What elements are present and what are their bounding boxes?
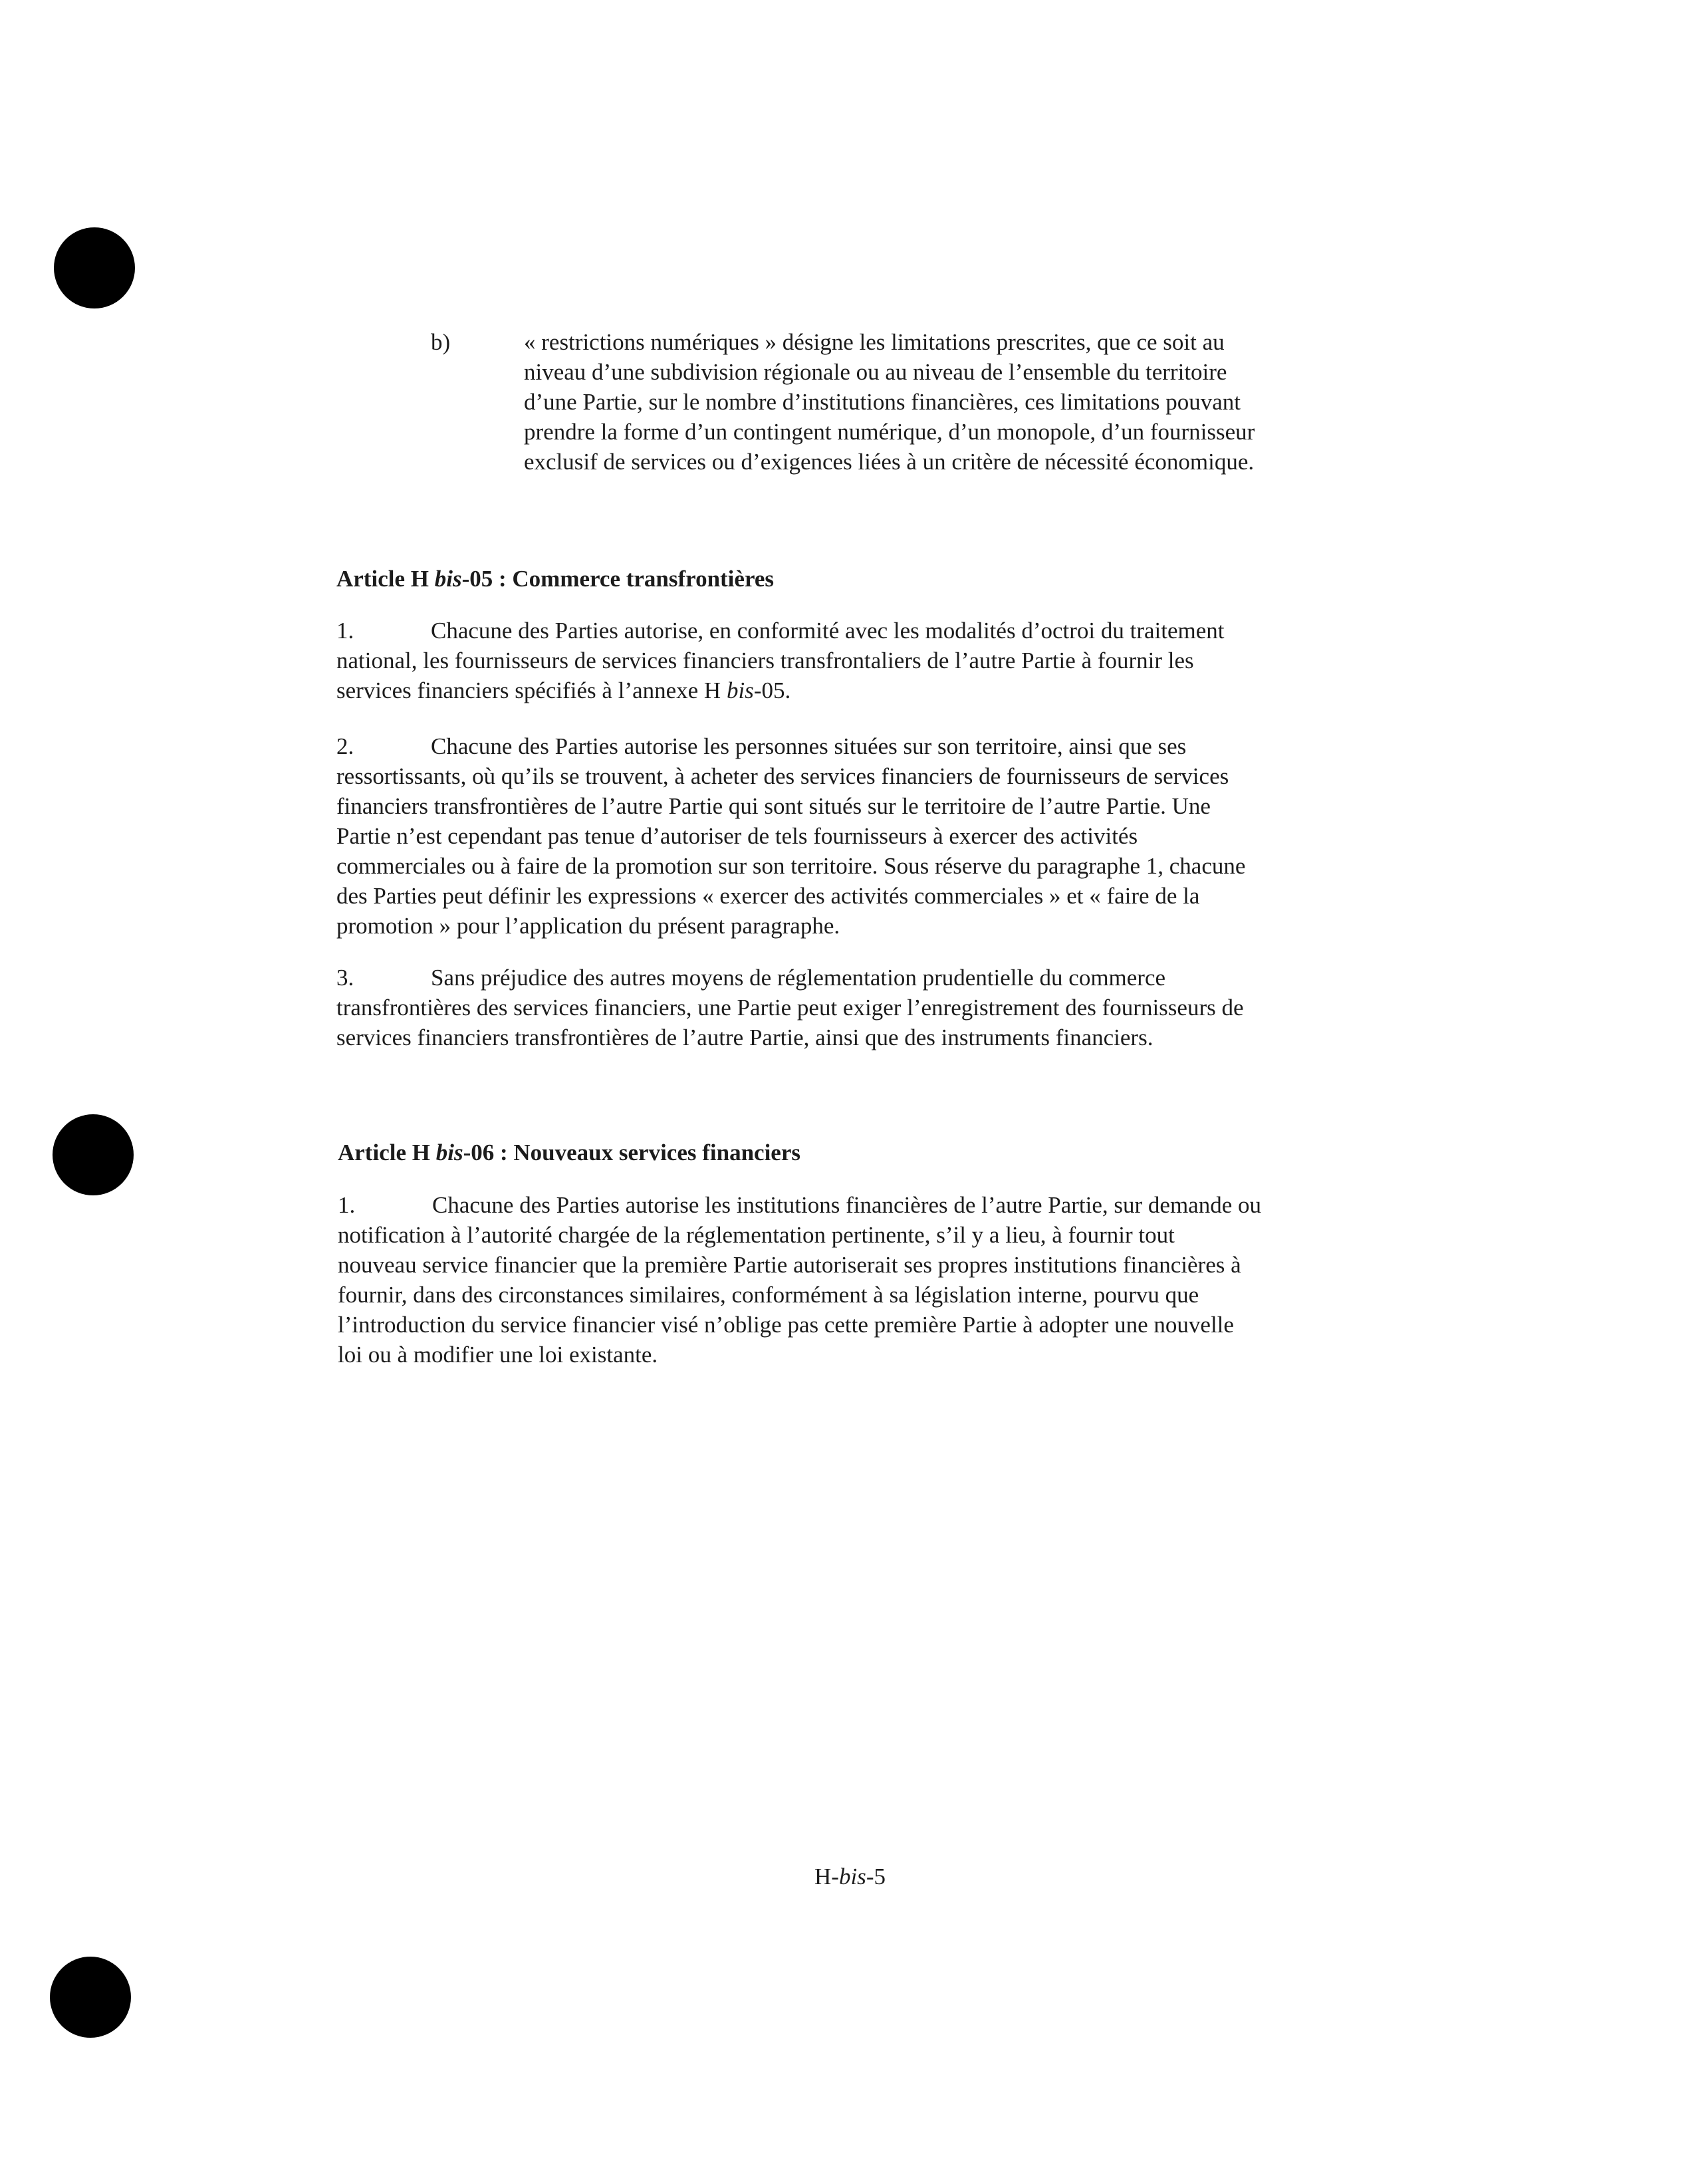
punch-hole-bottom	[50, 1957, 131, 2038]
paragraph-line: ressortissants, où qu’ils se trouvent, à acheter des services financiers de fournisseurs de services	[336, 763, 1229, 789]
item-line: d’une Partie, sur le nombre d’institutions financières, ces limitations pouvant	[524, 389, 1241, 415]
paragraph-line: services financiers transfrontières de l’autre Partie, ainsi que des instruments financiers.	[336, 1025, 1154, 1050]
paragraph-line: Chacune des Parties autorise les institutions financières de l’autre Partie, sur demande ou	[432, 1192, 1261, 1218]
paragraph-line: notification à l’autorité chargée de la réglementation pertinente, s’il y a lieu, à fournir tout	[338, 1222, 1175, 1248]
heading-italic: bis	[435, 1140, 463, 1165]
paragraph-line: nouveau service financier que la première Partie autoriserait ses propres institutions financières à	[338, 1252, 1241, 1278]
item-label: b)	[431, 329, 451, 355]
item-body	[524, 327, 1468, 477]
paragraph-line: transfrontières des services financiers, une Partie peut exiger l’enregistrement des fournisseurs de	[336, 995, 1244, 1021]
heading-prefix: Article H	[336, 566, 435, 592]
article-05-heading	[336, 564, 774, 594]
heading-prefix: Article H	[338, 1140, 436, 1165]
article-05-paragraph-3	[336, 963, 1360, 1052]
page-number-italic: bis	[838, 1864, 866, 1889]
item-line: prendre la forme d’un contingent numérique, d’un monopole, d’un fournisseur	[524, 419, 1255, 445]
item-line: exclusif de services ou d’exigences liées à un critère de nécessité économique.	[524, 449, 1255, 475]
article-05-paragraph-2	[336, 731, 1360, 941]
page-number-prefix: H-	[814, 1864, 839, 1889]
paragraph-number: 1.	[336, 618, 354, 644]
paragraph-line-italic: bis	[726, 677, 754, 703]
paragraph-number: 3.	[336, 965, 354, 991]
paragraph-line: des Parties peut définir les expressions « exercer des activités commerciales » et « faire de la	[336, 883, 1200, 909]
punch-hole-middle	[53, 1114, 134, 1195]
paragraph-line: financiers transfrontières de l’autre Partie qui sont situés sur le territoire de l’autre Partie. Une	[336, 793, 1211, 819]
paragraph-line: Partie n’est cependant pas tenue d’autoriser de tels fournisseurs à exercer des activités	[336, 823, 1138, 849]
paragraph-line-prefix: services financiers spécifiés à l’annexe H	[336, 677, 727, 703]
paragraph-line: Chacune des Parties autorise, en conformité avec les modalités d’octroi du traitement	[431, 618, 1225, 644]
paragraph-line: promotion » pour l’application du présent paragraphe.	[336, 913, 840, 939]
punch-hole-top	[54, 227, 135, 308]
paragraph-line: fournir, dans des circonstances similaires, conformément à sa législation interne, pourvu que	[338, 1282, 1199, 1308]
paragraph-number: 2.	[336, 733, 354, 759]
article-06-heading	[338, 1138, 800, 1167]
heading-italic: bis	[434, 566, 462, 592]
paragraph-line: l’introduction du service financier visé n’oblige pas cette première Partie à adopter une nouvelle	[338, 1312, 1234, 1338]
paragraph-number: 1.	[338, 1192, 356, 1218]
article-05-paragraph-1	[336, 616, 1360, 705]
paragraph-line-suffix: -05.	[753, 677, 791, 703]
page-number	[0, 1862, 1700, 1891]
item-line: « restrictions numériques » désigne les limitations prescrites, que ce soit au	[524, 329, 1225, 355]
paragraph-line: Sans préjudice des autres moyens de réglementation prudentielle du commerce	[431, 965, 1166, 991]
item-line: niveau d’une subdivision régionale ou au niveau de l’ensemble du territoire	[524, 359, 1227, 385]
heading-suffix: -06 : Nouveaux services financiers	[463, 1140, 800, 1165]
paragraph-line: Chacune des Parties autorise les personnes situées sur son territoire, ainsi que ses	[431, 733, 1187, 759]
paragraph-line: commerciales ou à faire de la promotion sur son territoire. Sous réserve du paragraphe 1, chacune	[336, 853, 1246, 879]
heading-suffix: -05 : Commerce transfrontières	[461, 566, 775, 592]
paragraph-line: national, les fournisseurs de services financiers transfrontaliers de l’autre Partie à fournir les	[336, 648, 1194, 673]
article-06-paragraph-1	[338, 1190, 1362, 1370]
paragraph-line: loi ou à modifier une loi existante.	[338, 1342, 658, 1368]
page-number-suffix: -5	[866, 1864, 886, 1889]
